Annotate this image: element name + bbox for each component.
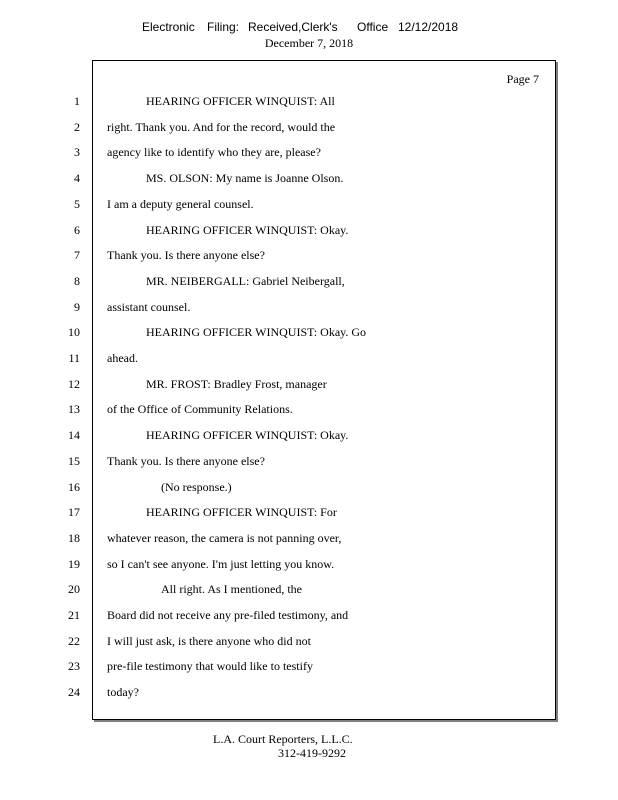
line-text: HEARING OFFICER WINQUIST: Okay. Go (146, 325, 367, 340)
line-number: 16 (68, 479, 80, 494)
line-text: (No response.) (161, 479, 232, 494)
transcript-line (0, 402, 618, 420)
line-text: I will just ask, is there anyone who did not (107, 633, 311, 648)
line-text: agency like to identify who they are, please? (107, 145, 321, 160)
transcript-line (0, 248, 618, 266)
line-text: MS. OLSON: My name is Joanne Olson. (146, 171, 344, 186)
transcript-line (0, 428, 618, 446)
line-text: assistant counsel. (107, 299, 191, 314)
line-number: 12 (68, 376, 80, 391)
line-text: MR. NEIBERGALL: Gabriel Neibergall, (146, 273, 345, 288)
line-number: 2 (74, 119, 80, 134)
transcript-line (0, 505, 618, 523)
line-number: 13 (68, 402, 80, 417)
line-text: ahead. (107, 351, 138, 365)
transcript-line (0, 171, 618, 189)
line-number: 8 (74, 273, 80, 288)
line-text: Thank you. Is there anyone else? (107, 248, 265, 263)
transcript-line (0, 145, 618, 163)
transcript-line (0, 454, 618, 472)
filing-stamp-part: Filing: (207, 20, 240, 34)
line-number: 22 (68, 633, 80, 648)
transcript-line (0, 377, 618, 395)
line-number: 15 (68, 453, 80, 468)
transcript-line (0, 94, 618, 112)
filing-stamp-date: 12/12/2018 (398, 20, 459, 34)
line-text: of the Office of Community Relations. (107, 402, 293, 417)
reporter-company: L.A. Court Reporters, L.L.C. (213, 732, 353, 746)
transcript-line (0, 120, 618, 138)
line-number: 3 (74, 145, 80, 160)
line-text: Thank you. Is there anyone else? (107, 453, 265, 468)
line-text: right. Thank you. And for the record, would the (107, 119, 336, 134)
line-text: MR. FROST: Bradley Frost, manager (146, 376, 327, 391)
line-number: 6 (74, 222, 80, 237)
line-text: All right. As I mentioned, the (161, 582, 302, 597)
transcript-line (0, 274, 618, 292)
line-text: HEARING OFFICER WINQUIST: All (146, 94, 335, 108)
line-number: 17 (68, 505, 80, 520)
reporter-phone: 312-419-9292 (278, 746, 346, 760)
transcript-line (0, 557, 618, 575)
transcript-line (0, 300, 618, 318)
filing-stamp-part: Electronic (142, 20, 195, 34)
transcript-line (0, 582, 618, 600)
transcript-line (0, 634, 618, 652)
transcript-line (0, 685, 618, 703)
line-number: 18 (68, 530, 80, 545)
line-number: 7 (74, 248, 80, 263)
line-text: pre-file testimony that would like to testify (107, 659, 313, 674)
line-number: 20 (68, 582, 80, 597)
transcript-line (0, 325, 618, 343)
line-text: whatever reason, the camera is not panning over, (107, 530, 342, 545)
transcript-line (0, 223, 618, 241)
line-text: HEARING OFFICER WINQUIST: Okay. (146, 428, 349, 443)
line-number: 19 (68, 556, 80, 571)
filing-stamp-part: Received,Clerk's (248, 20, 338, 34)
hearing-date: December 7, 2018 (264, 36, 354, 50)
filing-stamp-part: Office (357, 20, 389, 34)
transcript-line (0, 659, 618, 677)
line-text: Board did not receive any pre-filed testimony, and (107, 608, 349, 622)
transcript-line (0, 480, 618, 498)
line-text: I am a deputy general counsel. (107, 196, 254, 211)
line-number: 21 (68, 608, 80, 622)
transcript-line (0, 197, 618, 215)
line-text: so I can't see anyone. I'm just letting you know. (107, 556, 335, 571)
page-number: Page 7 (506, 72, 539, 86)
line-number: 24 (68, 685, 80, 700)
transcript-line (0, 351, 618, 369)
line-number: 23 (68, 659, 80, 674)
line-text: HEARING OFFICER WINQUIST: For (146, 505, 337, 520)
line-number: 4 (74, 171, 80, 186)
line-number: 10 (68, 325, 80, 340)
transcript-line (0, 531, 618, 549)
line-number: 11 (68, 351, 80, 365)
line-number: 9 (74, 299, 80, 314)
line-number: 14 (68, 428, 80, 443)
line-text: today? (107, 685, 139, 700)
line-number: 5 (74, 196, 80, 211)
line-text: HEARING OFFICER WINQUIST: Okay. (146, 222, 349, 237)
line-number: 1 (74, 94, 80, 108)
transcript-line (0, 608, 618, 626)
